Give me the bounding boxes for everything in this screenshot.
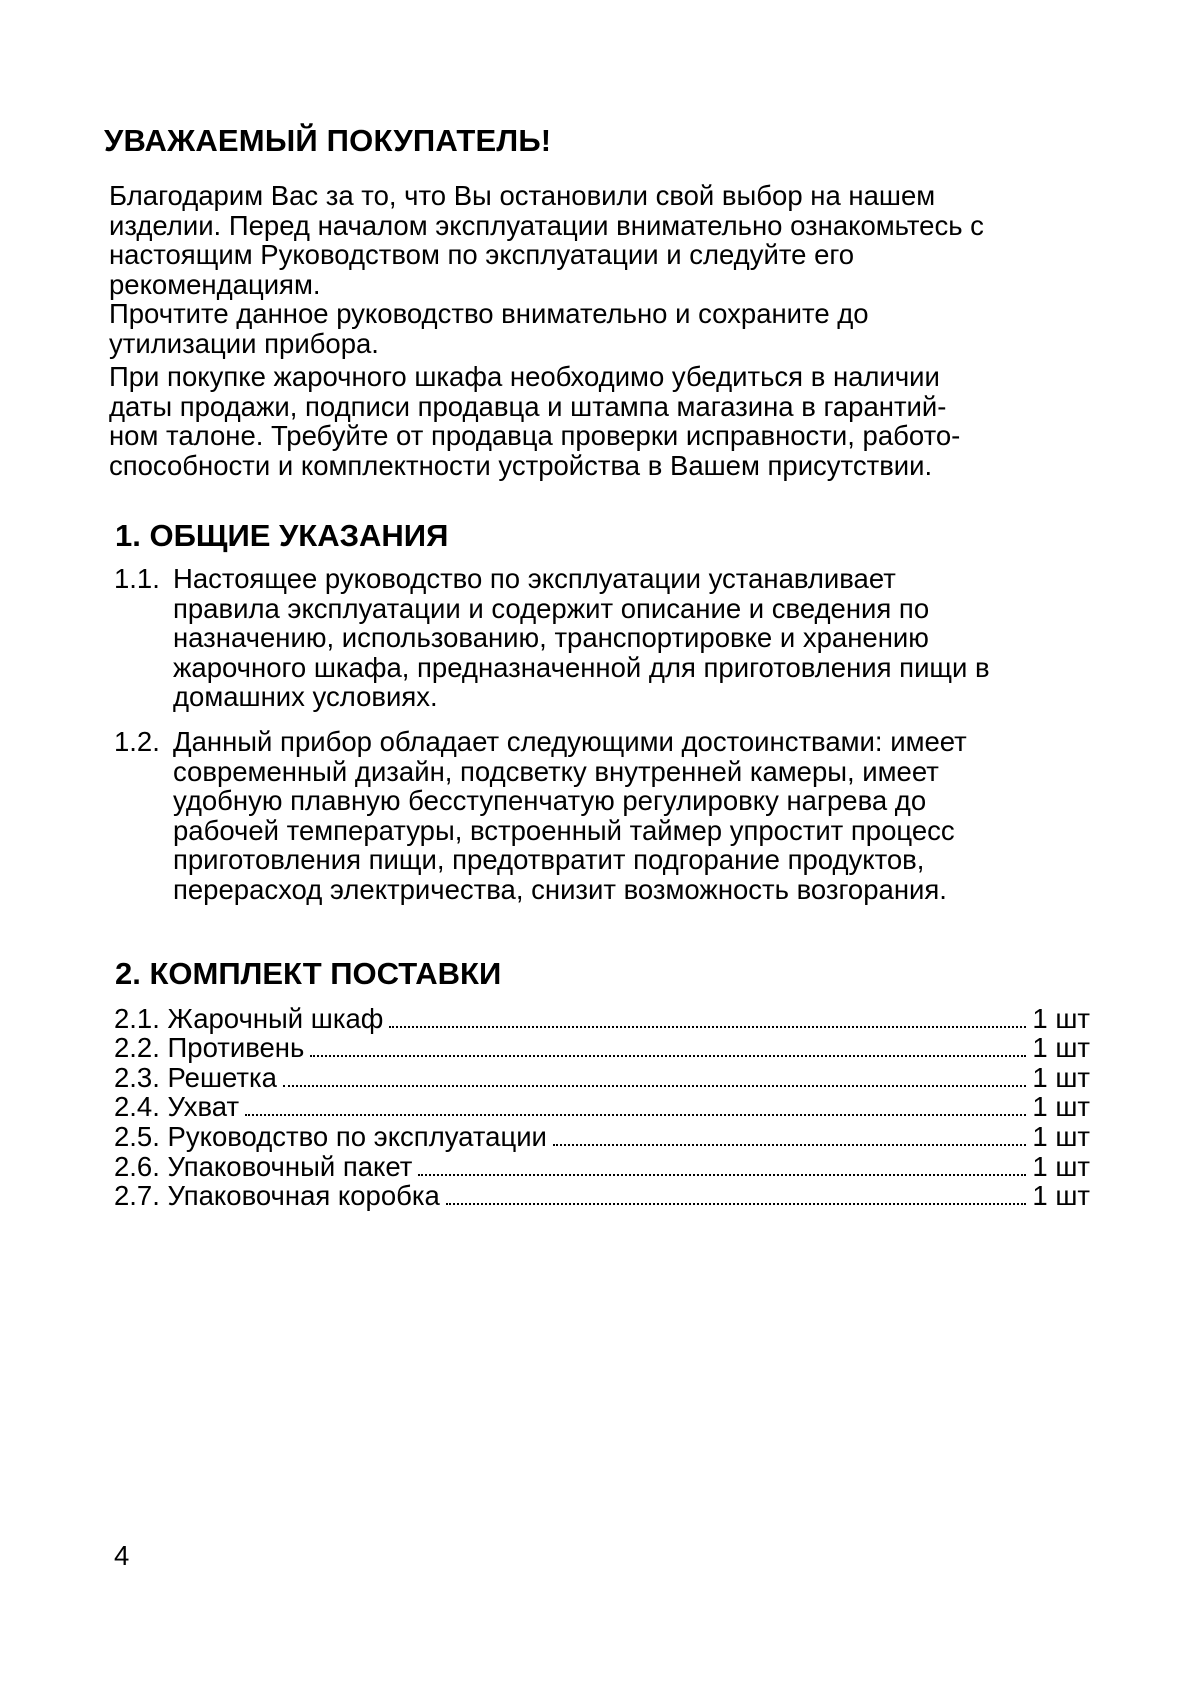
contents-item-quantity: 1 шт (1032, 1032, 1090, 1064)
section-title-general: 1. ОБЩИЕ УКАЗАНИЯ (115, 518, 449, 553)
item-line: домашних условиях. (173, 681, 438, 712)
intro-paragraph (109, 299, 1109, 358)
item-line: перерасход электричества, снизит возможность возгорания. (173, 873, 947, 905)
contents-item-quantity: 1 шт (1032, 1120, 1090, 1152)
dot-leader (310, 1055, 1026, 1057)
item-number: 1.1. (114, 563, 160, 594)
intro-line: даты продажи, подписи продавца и штампа магазина в гарантий- (109, 390, 947, 422)
section-title-package-contents: 2. КОМПЛЕКТ ПОСТАВКИ (115, 956, 502, 991)
item-line: жарочного шкафа, предназначенной для приготовления пищи в (173, 651, 990, 683)
intro-line: При покупке жарочного шкафа необходимо убедиться в наличии (109, 361, 940, 392)
contents-item-quantity: 1 шт (1032, 1180, 1090, 1212)
contents-row (114, 1061, 1090, 1094)
general-item (114, 727, 1114, 904)
dot-leader (245, 1114, 1026, 1116)
item-line: Данный прибор обладает следующими достоинствами: имеет (173, 726, 967, 757)
contents-item-quantity: 1 шт (1032, 1061, 1090, 1093)
contents-item-label: 2.1. Жарочный шкаф (114, 1002, 384, 1034)
item-text (173, 564, 1114, 712)
contents-row (114, 1120, 1090, 1153)
item-line: рабочей температуры, встроенный таймер упростит процесс (173, 814, 955, 846)
item-text (173, 727, 1114, 904)
greeting-heading: УВАЖАЕМЫЙ ПОКУПАТЕЛЬ! (104, 123, 552, 158)
item-line: Настоящее руководство по эксплуатации устанавливает (173, 563, 896, 594)
intro-paragraph (109, 362, 1109, 480)
item-line: назначению, использованию, транспортировке и хранению (173, 622, 929, 653)
item-line: правила эксплуатации и содержит описание и сведения по (173, 592, 930, 624)
contents-item-label: 2.3. Решетка (114, 1061, 277, 1093)
item-number: 1.2. (114, 726, 160, 757)
contents-item-label: 2.7. Упаковочная коробка (114, 1180, 440, 1212)
contents-item-label: 2.4. Ухват (114, 1091, 240, 1123)
contents-item-quantity: 1 шт (1032, 1091, 1090, 1123)
contents-item-label: 2.5. Руководство по эксплуатации (114, 1120, 547, 1152)
dot-leader (283, 1085, 1027, 1087)
dot-leader (389, 1026, 1026, 1028)
intro-text (109, 181, 1109, 480)
dot-leader (418, 1174, 1026, 1176)
intro-line: способности и комплектности устройства в Вашем присутствии. (109, 449, 933, 481)
intro-paragraph (109, 181, 1109, 299)
contents-item-quantity: 1 шт (1032, 1002, 1090, 1034)
contents-item-label: 2.6. Упаковочный пакет (114, 1150, 413, 1182)
intro-line: утилизации прибора. (109, 327, 379, 359)
item-line: удобную плавную бесступенчатую регулировку нагрева до (173, 785, 927, 816)
item-line: современный дизайн, подсветку внутренней камеры, имеет (173, 755, 939, 787)
contents-item-label: 2.2. Противень (114, 1032, 305, 1064)
dot-leader (553, 1144, 1026, 1146)
intro-line: Благодарим Вас за то, что Вы остановили свой выбор на нашем (109, 180, 936, 211)
contents-row (114, 1091, 1090, 1124)
contents-row (114, 1180, 1090, 1213)
dot-leader (446, 1203, 1027, 1205)
general-item (114, 564, 1114, 712)
intro-line: рекомендациям. (109, 268, 321, 300)
intro-line: ном талоне. Требуйте от продавца проверки исправности, работо- (109, 420, 961, 451)
package-contents-list (114, 1002, 1090, 1212)
page-number: 4 (114, 1540, 130, 1571)
intro-line: Прочтите данное руководство внимательно и сохраните до (109, 298, 869, 329)
contents-item-quantity: 1 шт (1032, 1150, 1090, 1182)
item-line: приготовления пищи, предотвратит подгорание продуктов, (173, 844, 925, 875)
intro-line: настоящим Руководством по эксплуатации и следуйте его (109, 239, 855, 270)
intro-line: изделии. Перед началом эксплуатации внимательно ознакомьтесь с (109, 209, 984, 241)
contents-row (114, 1150, 1090, 1183)
contents-row (114, 1032, 1090, 1065)
contents-row (114, 1002, 1090, 1035)
